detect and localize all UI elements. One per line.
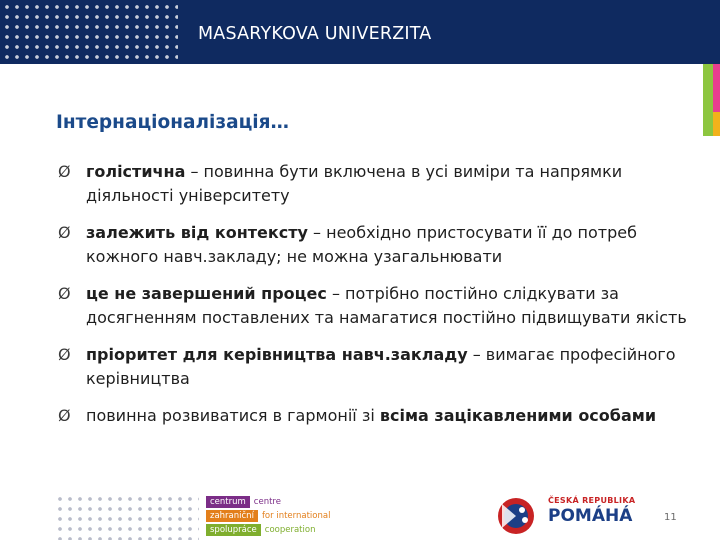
- bullet-bold-text: всіма зацікавленими особами: [379, 406, 657, 425]
- university-name: MASARYKOVA UNIVERZITA: [198, 24, 432, 44]
- bullet-item: [58, 404, 698, 428]
- logo-row: [206, 524, 330, 536]
- accent-bar-green: [703, 64, 713, 136]
- bullet-list: [58, 160, 698, 428]
- bullet-text: – потрібно постійно слідкувати за досягненням поставлених та намагатися постійно підвищувати якість: [86, 284, 687, 327]
- arrow-bullet-icon: Ø: [58, 345, 71, 364]
- logo-tag: centrum: [206, 496, 250, 508]
- czech-republic-helps-logo: [492, 494, 652, 536]
- bullet-text: – вимагає професійного керівництва: [86, 345, 676, 388]
- ceska-line1: ČESKÁ REPUBLIKA: [548, 496, 636, 505]
- bullet-bold-text: це не завершений процес: [86, 284, 327, 303]
- logo-text: centre: [253, 497, 281, 507]
- footer-dot-pattern: [55, 494, 199, 540]
- bullet-text: – необхідно пристосувати її до потреб кожного навч.закладу; не можна узагальнювати: [86, 223, 637, 266]
- arrow-bullet-icon: Ø: [58, 284, 71, 303]
- bullet-bold-text: залежить від контексту: [86, 223, 308, 242]
- ceska-line2: POMÁHÁ: [548, 506, 633, 526]
- arrow-bullet-icon: Ø: [58, 162, 71, 181]
- ceska-emblem-icon: [492, 494, 540, 536]
- bullet-text: повинна розвиватися в гармонії зі: [86, 406, 380, 425]
- arrow-bullet-icon: Ø: [58, 223, 71, 242]
- dot-pattern: [2, 2, 178, 64]
- bullet-item: [58, 282, 698, 330]
- bullet-item: [58, 221, 698, 269]
- accent-bar-pink: [713, 64, 720, 112]
- centre-for-international-cooperation-logo: [206, 496, 330, 538]
- bullet-item: [58, 343, 698, 391]
- logo-text: for international: [261, 511, 331, 521]
- bullet-item: [58, 160, 698, 208]
- page-number: 11: [664, 512, 677, 523]
- bullet-text: – повинна бути включена в усі виміри та напрямки діяльності університету: [86, 162, 623, 205]
- logo-row: [206, 510, 330, 522]
- logo-row: [206, 496, 330, 508]
- accent-bar-yellow: [713, 112, 720, 136]
- bullet-bold-text: пріоритет для керівництва навч.закладу: [86, 345, 468, 364]
- logo-tag: spolupráce: [206, 524, 261, 536]
- logo-tag: zahraniční: [206, 510, 258, 522]
- slide-title: Інтернаціоналізація…: [56, 112, 290, 133]
- header-bar: [0, 0, 720, 64]
- bullet-bold-text: голістична: [86, 162, 186, 181]
- arrow-bullet-icon: Ø: [58, 406, 71, 425]
- logo-text: cooperation: [264, 525, 316, 535]
